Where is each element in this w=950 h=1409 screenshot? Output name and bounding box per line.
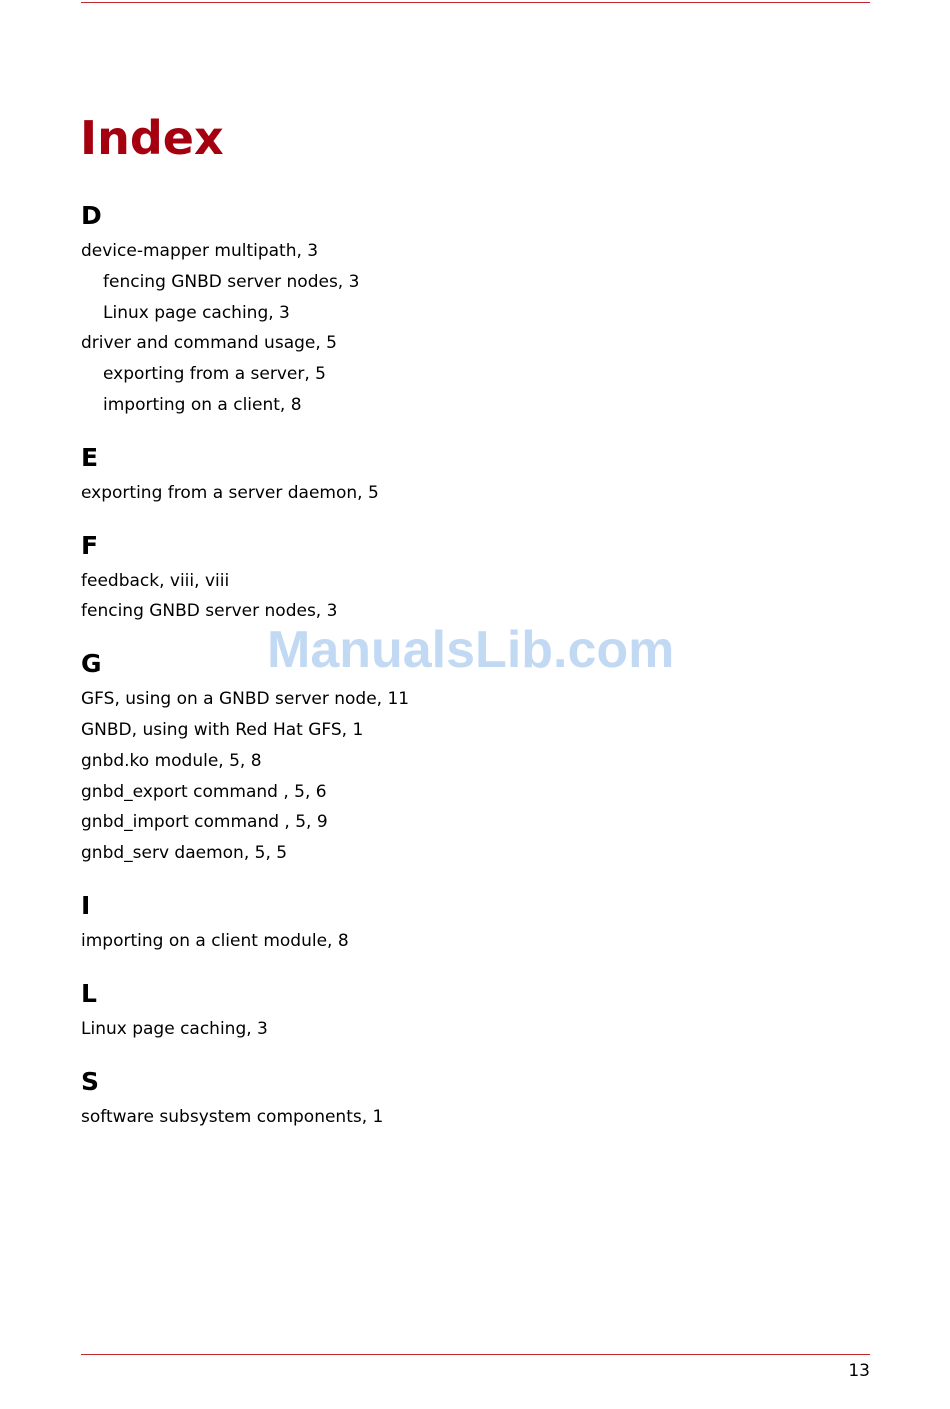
- section-letter: D: [81, 201, 102, 230]
- index-entry[interactable]: GFS, using on a GNBD server node, 11: [81, 689, 410, 710]
- entry-list: [81, 1102, 870, 1133]
- index-entry[interactable]: gnbd_export command , 5, 6: [81, 781, 327, 802]
- index-entry[interactable]: device-mapper multipath, 3: [81, 241, 319, 261]
- index-section-d: [81, 196, 870, 421]
- index-section-g: [81, 644, 870, 869]
- index-subentry[interactable]: Linux page caching, 3: [103, 302, 290, 323]
- index-entry[interactable]: importing on a client module, 8: [81, 930, 349, 951]
- entry-list: [81, 478, 870, 509]
- header-rule: [81, 2, 870, 3]
- index-entry[interactable]: Linux page caching, 3: [81, 1018, 268, 1039]
- index-body: [81, 196, 870, 1149]
- index-section-l: [81, 974, 870, 1045]
- section-letter: L: [81, 978, 97, 1008]
- section-letter: I: [81, 890, 91, 920]
- index-subentry[interactable]: fencing GNBD server nodes, 3: [103, 271, 360, 292]
- index-section-s: [81, 1062, 870, 1133]
- section-letter: S: [81, 1066, 100, 1096]
- entry-list: [81, 566, 870, 628]
- index-entry[interactable]: fencing GNBD server nodes, 3: [81, 601, 338, 622]
- index-entry[interactable]: gnbd_serv daemon, 5, 5: [81, 843, 288, 864]
- index-section-f: [81, 526, 870, 628]
- section-letter: G: [81, 649, 102, 679]
- section-letter: E: [81, 442, 99, 472]
- watermark: ManualsLib.com: [267, 621, 675, 679]
- entry-list: [81, 236, 870, 421]
- index-subentry[interactable]: importing on a client, 8: [103, 394, 302, 415]
- index-subentry[interactable]: exporting from a server, 5: [103, 364, 326, 385]
- index-entry[interactable]: exporting from a server daemon, 5: [81, 482, 379, 503]
- index-section-e: [81, 438, 870, 509]
- index-entry[interactable]: software subsystem components, 1: [81, 1106, 384, 1127]
- footer-rule: [81, 1354, 870, 1355]
- page-number: 13: [848, 1361, 870, 1381]
- entry-list: [81, 1014, 870, 1045]
- section-letter: F: [81, 530, 99, 560]
- index-entry[interactable]: driver and command usage, 5: [81, 333, 337, 354]
- index-entry[interactable]: GNBD, using with Red Hat GFS, 1: [81, 719, 364, 740]
- entry-list: [81, 926, 870, 957]
- page-title: Index: [80, 111, 224, 165]
- index-entry[interactable]: feedback, viii, viii: [81, 570, 230, 591]
- entry-list: [81, 684, 870, 869]
- index-entry[interactable]: gnbd.ko module, 5, 8: [81, 750, 262, 771]
- index-entry[interactable]: gnbd_import command , 5, 9: [81, 812, 328, 833]
- index-section-i: [81, 886, 870, 957]
